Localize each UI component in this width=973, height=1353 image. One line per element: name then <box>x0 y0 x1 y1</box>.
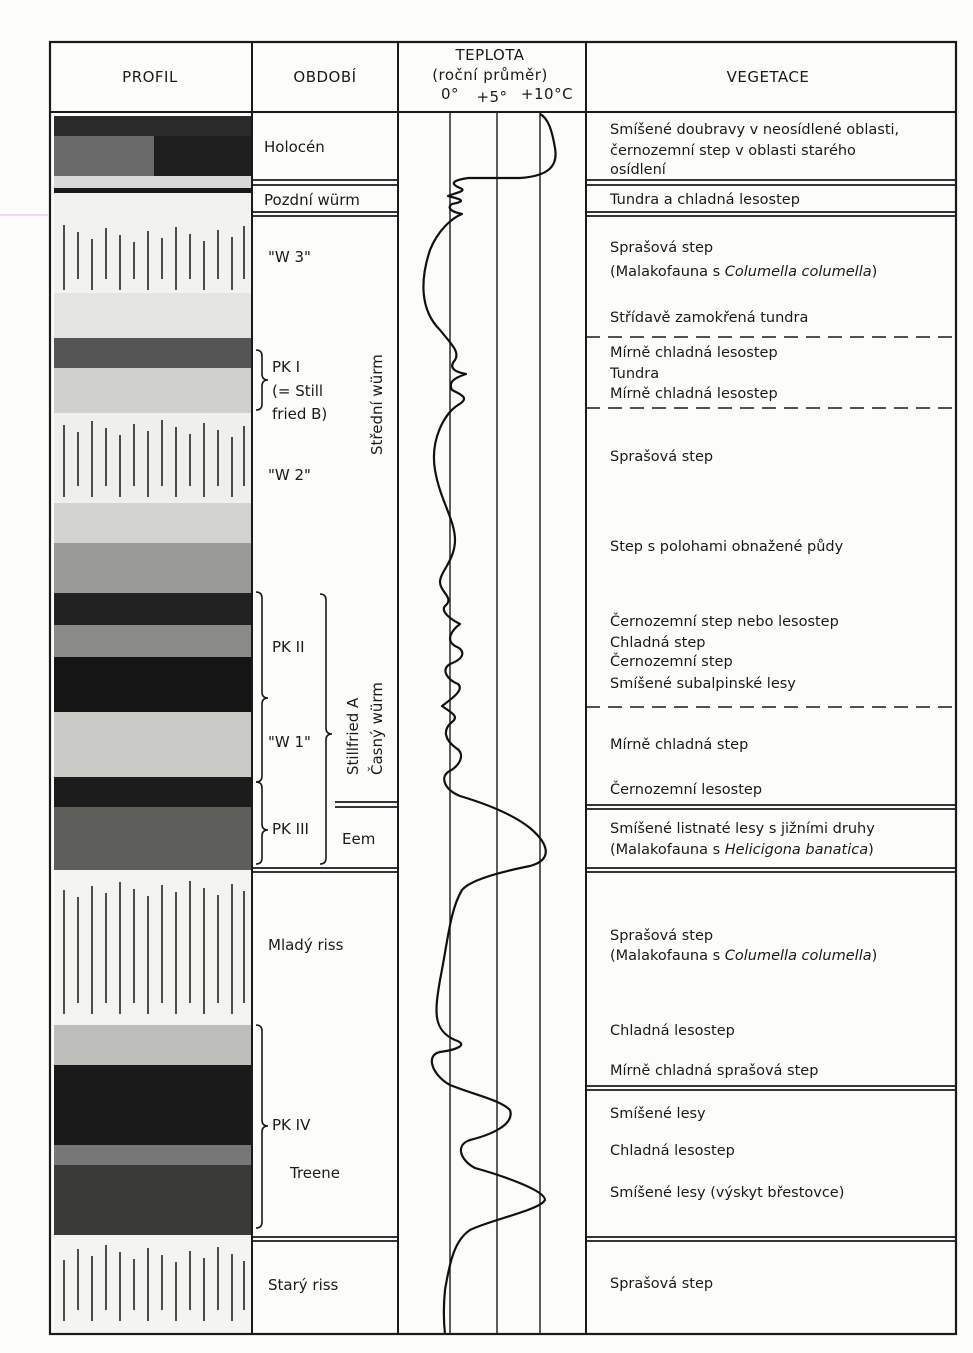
header-vegetace: VEGETACE <box>726 68 810 86</box>
period-mlady-riss: Mladý riss <box>268 936 344 954</box>
vegetation-item: (Malakofauna s Columella columella) <box>610 948 878 964</box>
vegetation-item: Smíšené lesy <box>610 1106 706 1122</box>
period-stary-riss: Starý riss <box>268 1276 339 1294</box>
vegetation-dividers <box>586 180 956 1241</box>
vegetation-item: Smíšené listnaté lesy s jižními druhy <box>610 821 875 837</box>
vegetation-item: (Malakofauna s Columella columella) <box>610 264 878 280</box>
header-teplota-sub: (roční průměr) <box>432 66 548 84</box>
vegetation-item: Smíšené lesy (výskyt břestovce) <box>610 1185 845 1201</box>
tick-5: +5° <box>476 88 508 106</box>
header-teplota: TEPLOTA <box>455 46 525 64</box>
period-pk3: PK III <box>272 820 309 838</box>
vegetation-item: Chladná lesostep <box>610 1023 735 1039</box>
vegetation-item: Smíšené subalpinské lesy <box>610 676 796 692</box>
vegetation-item: Sprašová step <box>610 1276 714 1292</box>
period-treene: Treene <box>290 1164 340 1182</box>
vegetation-item: Mírně chladná lesostep <box>610 386 778 402</box>
vegetation-item: osídlení <box>610 162 666 178</box>
period-pk1-b: (= Still <box>272 382 324 400</box>
period-w2: "W 2" <box>268 466 311 484</box>
period-w3: "W 3" <box>268 248 311 266</box>
period-w1: "W 1" <box>268 733 311 751</box>
period-holocen: Holocén <box>264 138 325 156</box>
vegetation-item: Chladná lesostep <box>610 1143 735 1159</box>
vegetation-item: (Malakofauna s Helicigona banatica) <box>610 842 874 858</box>
header-obdobi: OBDOBÍ <box>293 68 357 86</box>
period-pk1-c: fried B) <box>272 405 328 423</box>
vegetation-item: Tundra a chladná lesostep <box>610 192 800 208</box>
period-stredni-wurm: Střední würm <box>368 354 386 455</box>
vegetation-item: černozemní step v oblasti starého <box>610 143 856 159</box>
tick-10: +10°C <box>520 85 574 103</box>
vegetation-item: Sprašová step <box>610 928 714 944</box>
vegetation-item: Smíšené doubravy v neosídlené oblasti, <box>610 122 900 138</box>
vegetation-item: Černozemní step nebo lesostep <box>610 614 839 630</box>
vegetation-item: Černozemní step <box>610 654 733 670</box>
vegetation-item: Sprašová step <box>610 240 714 256</box>
vegetation-item: Tundra <box>610 366 660 382</box>
vegetation-item: Mírně chladná step <box>610 737 749 753</box>
period-pozdni-wurm: Pozdní würm <box>264 191 360 209</box>
header-profil: PROFIL <box>122 68 178 86</box>
vegetation-item: Střídavě zamokřená tundra <box>610 310 809 326</box>
period-stillfried-a: Stillfried A <box>344 697 362 775</box>
period-pk4: PK IV <box>272 1116 311 1134</box>
vegetation-item: Mírně chladná lesostep <box>610 345 778 361</box>
temperature-curve <box>423 114 555 1334</box>
tick-0: 0° <box>440 85 460 103</box>
vegetation-item: Sprašová step <box>610 449 714 465</box>
period-pk2: PK II <box>272 638 305 656</box>
vegetation-item: Černozemní lesostep <box>610 782 763 798</box>
vegetation-item: Chladná step <box>610 635 706 651</box>
vegetation-item: Step s polohami obnažené půdy <box>610 539 844 555</box>
vegetation-item: Mírně chladná sprašová step <box>610 1063 819 1079</box>
profile-column <box>54 116 252 1333</box>
period-pk1-a: PK I <box>272 358 301 376</box>
period-casny-wurm: Časný würm <box>368 682 386 775</box>
period-eem: Eem <box>342 830 376 848</box>
